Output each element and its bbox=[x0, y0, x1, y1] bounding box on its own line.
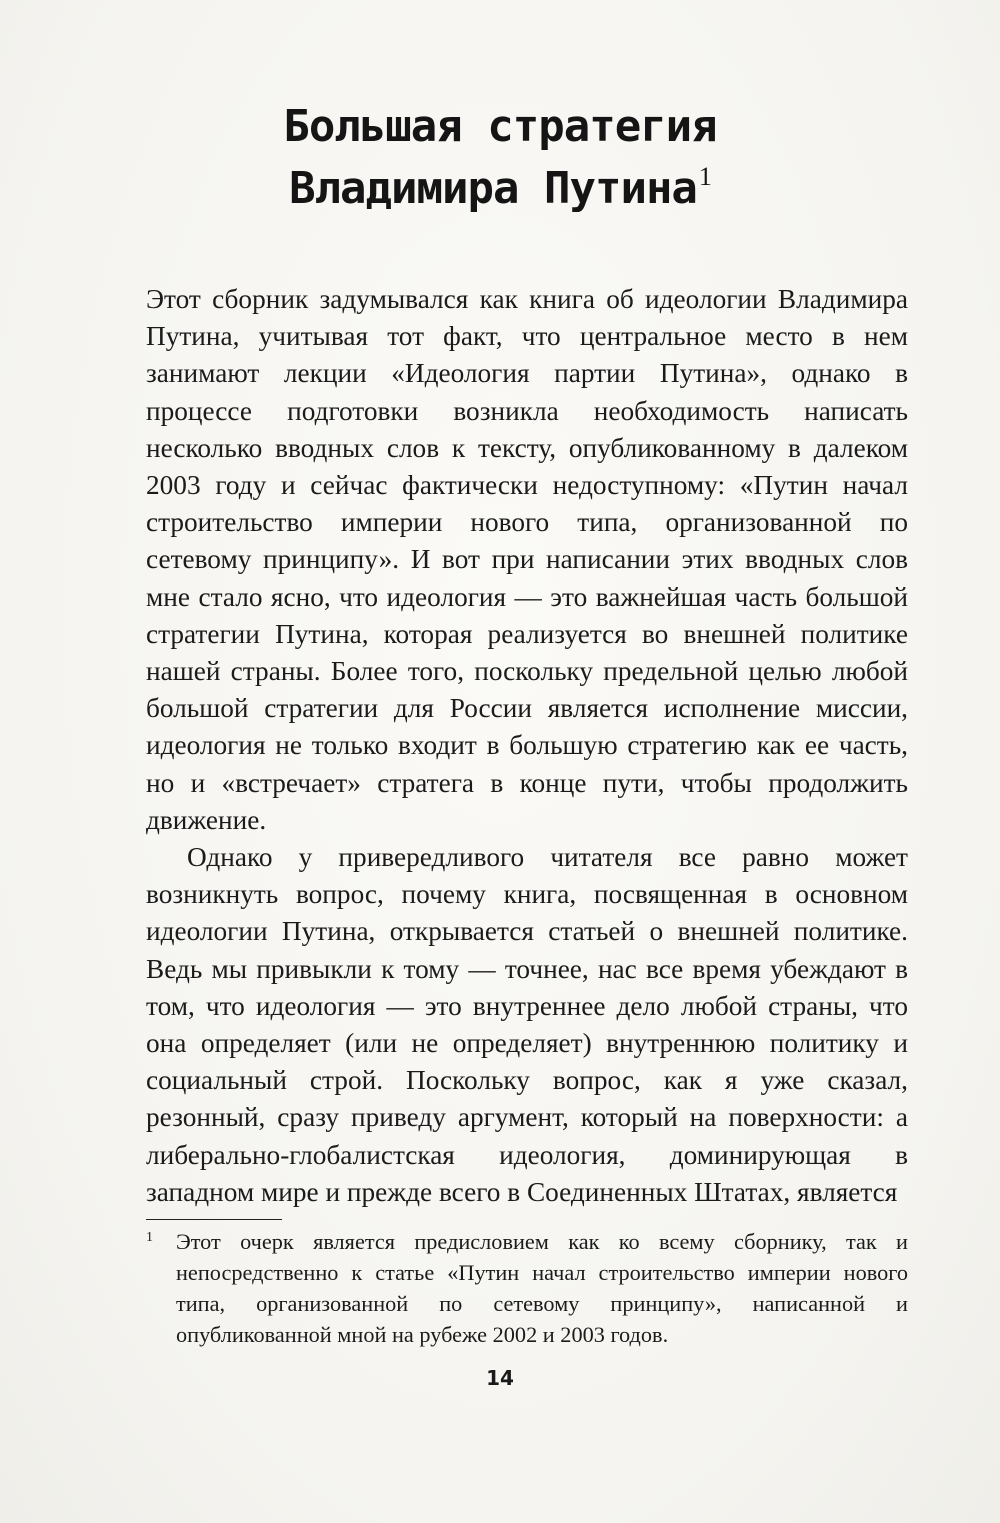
chapter-title-line-2 bbox=[0, 158, 1000, 220]
paragraph-2: Однако у привередливого читателя все равно может возникнуть вопрос, почему книга, посвященная в основном идеологии Путина, открывается статьей о внешней политике. Ведь мы привыкли к тому — точнее, нас все время убеждают в том, что идеология — это внутреннее дело любой страны, что она определяет (или не определяет) внутреннюю политику и социальный строй. Поскольку вопрос, как я уже сказал, резонный, сразу приведу аргумент, который на поверхности: а либерально-глобалистская идеология, доминирующая в западном мире и прежде всего в Соединенных Штатах, является bbox=[146, 842, 908, 1207]
body-text bbox=[146, 281, 908, 1211]
chapter-title-line-1: Большая стратегия bbox=[283, 101, 717, 152]
footnote bbox=[146, 1226, 908, 1350]
chapter-title-line-2-text: Владимира Путина bbox=[289, 163, 697, 214]
footnote-divider bbox=[146, 1219, 282, 1220]
chapter-title bbox=[0, 96, 1000, 220]
page-number: 14 bbox=[486, 1366, 514, 1390]
footnote-reference[interactable]: 1 bbox=[698, 162, 711, 191]
footnote-text: Этот очерк является предисловием как ко всему сборнику, так и непосредственно к статье «Путин начал строительство империи нового типа, организованной по сетевому принципу», написанной и опубликованной мной на рубеже 2002 и 2003 годов. bbox=[176, 1229, 908, 1347]
footnote-marker: 1 bbox=[146, 1230, 153, 1245]
paragraph-1: Этот сборник задумывался как книга об идеологии Владимира Путина, учитывая тот факт, что центральное место в нем занимают лекции «Идеология партии Путина», однако в процессе подготовки возникла необходимость написать несколько вводных слов к тексту, опубликованному в далеком 2003 году и сейчас фактически недоступному: «Путин начал строительство империи нового типа, организованной по сетевому принципу». И вот при написании этих вводных слов мне стало ясно, что идеология — это важнейшая часть большой стратегии Путина, которая реализуется во внешней политике нашей страны. Более того, поскольку предельной целью любой большой стратегии для России является исполнение миссии, идеология не только входит в большую стратегию как ее часть, но и «встречает» стратега в конце пути, чтобы продолжить движение. bbox=[146, 284, 908, 835]
